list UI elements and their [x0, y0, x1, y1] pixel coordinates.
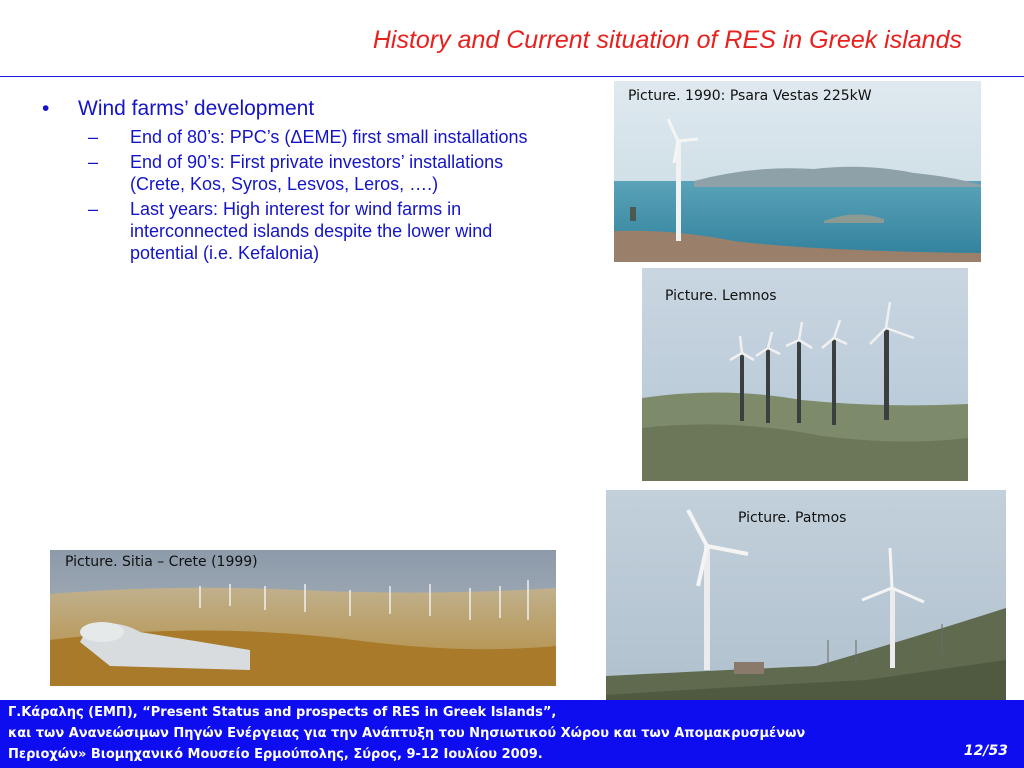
- psara-landscape-image: [614, 81, 981, 262]
- caption-sitia: Picture. Sitia – Crete (1999): [65, 554, 258, 570]
- sub-bullet-dash: –: [88, 127, 99, 147]
- photo-psara: [614, 81, 981, 262]
- sub-bullet-item: [30, 198, 570, 264]
- sub-bullet-text: End of 80’s: PPC’s (ΔΕΜΕ) first small installations: [130, 127, 528, 147]
- caption-psara: Picture. 1990: Psara Vestas 225kW: [628, 88, 872, 104]
- bullet-main: [30, 96, 570, 122]
- bullet-marker: •: [42, 97, 50, 120]
- footer-line-1: Γ.Κάραλης (ΕΜΠ), “Present Status and prospects of RES in Greek Islands”,: [8, 705, 557, 720]
- photo-patmos: [606, 490, 1006, 722]
- sub-bullet-list: [30, 126, 570, 264]
- sub-bullet-item: [30, 126, 570, 148]
- caption-patmos: Picture. Patmos: [738, 510, 847, 526]
- sub-bullet-text: End of 90’s: First private investors’ installations (Crete, Kos, Syros, Lesvos, Leros, ….): [130, 152, 504, 194]
- sub-bullet-item: [30, 151, 570, 195]
- slide-title: History and Current situation of RES in Greek islands: [372, 26, 962, 54]
- sub-bullet-text: Last years: High interest for wind farms in interconnected islands despite the lower wind potential (i.e. Kefalonia): [130, 199, 493, 263]
- footer-bar: [0, 700, 1024, 768]
- page-number: 12/53: [963, 743, 1008, 759]
- photo-sitia: [50, 550, 556, 686]
- title-divider: [0, 76, 1024, 77]
- footer-line-3: Περιοχών» Βιομηχανικό Μουσείο Ερμούπολης, Σύρος, 9-12 Ιουλίου 2009.: [8, 747, 543, 762]
- bullet-list: [30, 96, 570, 264]
- photo-lemnos: [642, 268, 968, 481]
- sub-bullet-dash: –: [88, 152, 99, 172]
- sitia-landscape-image: [50, 550, 556, 686]
- caption-lemnos: Picture. Lemnos: [665, 288, 777, 304]
- sub-bullet-dash: –: [88, 199, 99, 219]
- bullet-main-text: Wind farms’ development: [78, 97, 315, 120]
- footer-line-2: και των Ανανεώσιμων Πηγών Ενέργειας για την Ανάπτυξη του Νησιωτικού Χώρου και των Απομακρυσμένων: [8, 726, 806, 741]
